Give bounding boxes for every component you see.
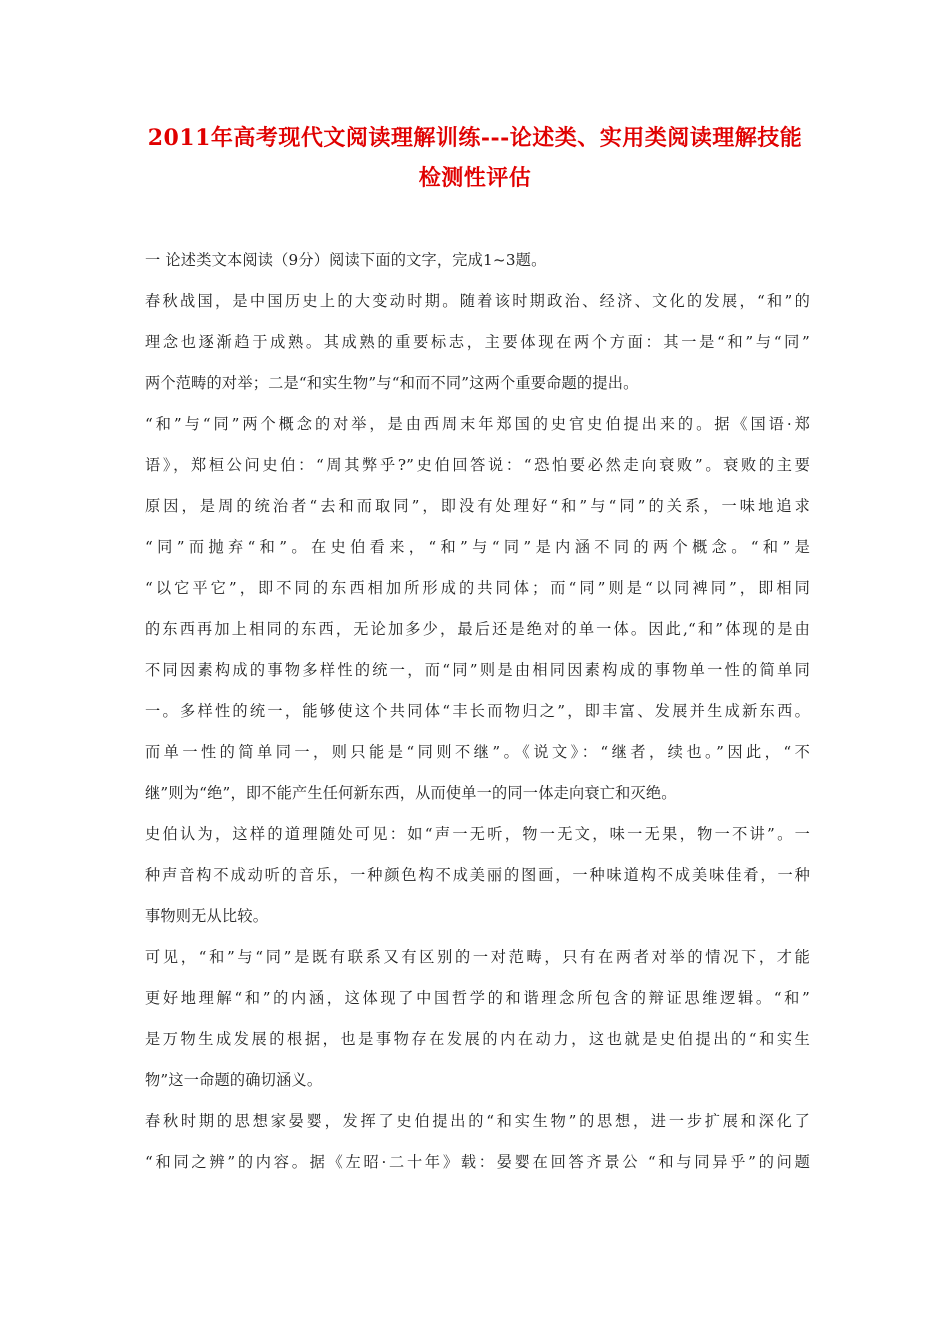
text-line: 原因，是周的统治者“去和而取同”，即没有处理好“和”与“同”的关系，一味地追求	[145, 497, 810, 515]
text-line: 可见，“和”与“同”是既有联系又有区别的一对范畴，只有在两者对举的情况下，才能	[145, 948, 810, 966]
text-line: “和”与“同”两个概念的对举，是由西周末年郑国的史官史伯提出来的。据《国语·郑	[145, 415, 810, 433]
text-line: 史伯认为，这样的道理随处可见：如“声一无听，物一无文，味一无果，物一不讲”。一	[145, 825, 810, 843]
document-title	[120, 118, 830, 198]
text-line: 而单一性的简单同一，则只能是“同则不继”。《说文》：“继者，续也。”因此，“不	[145, 743, 810, 761]
text-line: 两个范畴的对举；二是“和实生物”与“和而不同”这两个重要命题的提出。	[145, 374, 639, 392]
title-line-2: 检测性评估	[418, 165, 532, 191]
text-line: 继”则为“绝”，即不能产生任何新东西，从而使单一的同一体走向衰亡和灭绝。	[145, 784, 677, 802]
text-line: “同”而抛弃“和”。在史伯看来，“和”与“同”是内涵不同的两个概念。“和”是	[145, 538, 810, 556]
text-line: 理念也逐渐趋于成熟。其成熟的重要标志，主要体现在两个方面：其一是“和”与“同”	[145, 333, 810, 351]
text-line: 春秋战国，是中国历史上的大变动时期。随着该时期政治、经济、文化的发展，“和”的	[145, 292, 810, 310]
text-line: 种声音构不成动听的音乐，一种颜色构不成美丽的图画，一种味道构不成美味佳肴，一种	[145, 866, 810, 884]
text-line: 春秋时期的思想家晏婴，发挥了史伯提出的“和实生物”的思想，进一步扩展和深化了	[145, 1112, 810, 1130]
text-line: 物”这一命题的确切涵义。	[145, 1071, 323, 1089]
text-line: 语》，郑桓公问史伯：“周其弊乎?”史伯回答说：“恐怕要必然走向衰败”。衰败的主要	[145, 456, 810, 474]
text-line: 的东西再加上相同的东西，无论加多少，最后还是绝对的单一体。因此,“和”体现的是由	[145, 620, 810, 638]
title-line-1: 2011年高考现代文阅读理解训练---论述类、实用类阅读理解技能	[147, 125, 803, 151]
text-line: 一。多样性的统一，能够使这个共同体“丰长而物归之”，即丰富、发展并生成新东西。	[145, 702, 810, 720]
text-line: 更好地理解“和”的内涵，这体现了中国哲学的和谐理念所包含的辩证思维逻辑。“和”	[145, 989, 810, 1007]
text-line: 事物则无从比较。	[145, 907, 269, 925]
text-line: 不同因素构成的事物多样性的统一，而“同”则是由相同因素构成的事物单一性的简单同	[145, 661, 810, 679]
section-intro: 一 论述类文本阅读（9分）阅读下面的文字，完成1~3题。	[145, 251, 547, 269]
text-line: “以它平它”，即不同的东西相加所形成的共同体；而“同”则是“以同裨同”，即相同	[145, 579, 810, 597]
text-line: 是万物生成发展的根据，也是事物存在发展的内在动力，这也就是史伯提出的“和实生	[145, 1030, 810, 1048]
document-body	[145, 240, 810, 1183]
text-line: “和同之辨”的内容。据《左昭·二十年》载：晏婴在回答齐景公 “和与同异乎”的问题	[145, 1153, 810, 1171]
